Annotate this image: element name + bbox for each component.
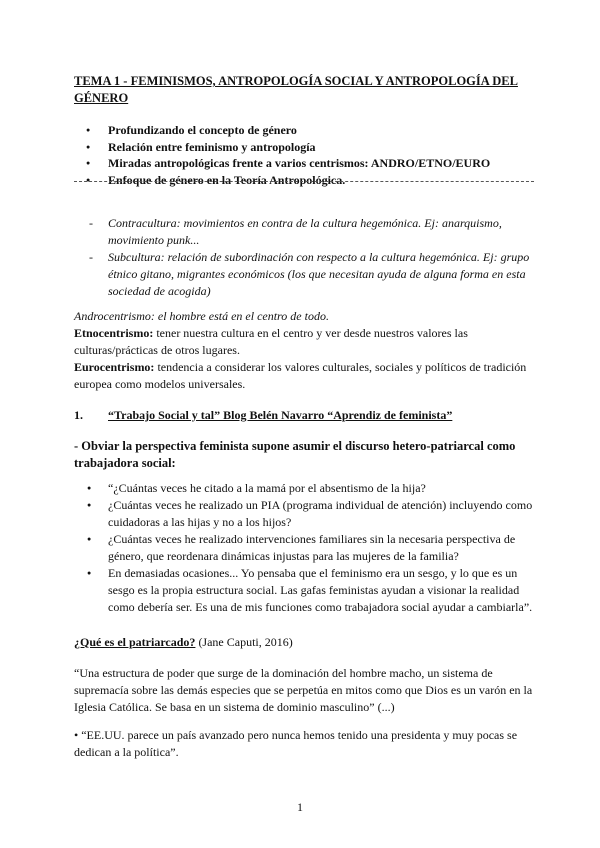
etnocentrismo-term: Etnocentrismo: [74, 326, 154, 340]
etnocentrismo-text: tener nuestra cultura en el centro y ver desde nuestros valores las culturas/prácticas de otros lugares. [74, 326, 468, 357]
section-1-heading [74, 407, 534, 424]
centrism-definitions [74, 308, 534, 393]
obviar-statement: - Obviar la perspectiva feminista supone asumir el discurso hetero-patriarcal como trabajadora social: [74, 439, 516, 470]
document-title: TEMA 1 - FEMINISMOS, ANTROPOLOGÍA SOCIAL Y ANTROPOLOGÍA DEL GÉNERO [74, 74, 518, 105]
eurocentrismo-text: tendencia a considerar los valores culturales, sociales y políticos de tradición europea como modelos universales. [74, 360, 527, 391]
etnocentrismo-definition [74, 325, 534, 359]
patriarcado-quote: “Una estructura de poder que surge de la dominación del hombre macho, un sistema de supremacía sobre las demás especies que se perpetúa en mitos como que Dios es un varón en la Iglesia Católica. Se basa en un sistema de dominio masculino” (...) [74, 666, 533, 714]
patriarcado-question: ¿Qué es el patriarcado? [74, 635, 196, 649]
eurocentrismo-term: Eurocentrismo: [74, 360, 155, 374]
androcentrismo-definition: Androcentrismo: el hombre está en el centro de todo. [74, 309, 329, 323]
section-number: 1. [74, 408, 83, 422]
patriarcado-heading [74, 634, 534, 651]
section-title: “Trabajo Social y tal” Blog Belén Navarro “Aprendiz de feminista” [108, 408, 453, 422]
quote-item: ● ¿Cuántas veces he realizado intervenciones familiares sin la necesaria perspectiva de género, que reordenara dinámicas injustas para las mujeres de la familia? [74, 531, 534, 565]
quotes-list [74, 480, 534, 616]
topics-list [74, 122, 534, 188]
topic-item: ● Relación entre feminismo y antropología [74, 139, 534, 156]
page-number: 1 [297, 800, 303, 814]
subcultura-item: - Subcultura: relación de subordinación con respecto a la cultura hegemónica. Ej: grupo étnico gitano, migrantes económicos (los que necesitan ayuda de alguna forma en esta sociedad de acogida) [74, 249, 534, 300]
topic-item: ● Miradas antropológicas frente a varios centrismos: ANDRO/ETNO/EURO [74, 155, 534, 172]
culture-definitions-list [74, 215, 534, 300]
quote-item: ● En demasiadas ocasiones... Yo pensaba que el feminismo era un sesgo, y lo que es un sesgo es la propia estructura social. Las gafas feministas ayudan a visionar la realidad como debería ser. Es una de mis funciones como trabajadora social ayudar a cambiarla”. [74, 565, 534, 616]
dashed-separator [74, 181, 534, 182]
topic-item: ● Profundizando el concepto de género [74, 122, 534, 139]
quote-item: ● “¿Cuántas veces he citado a la mamá por el absentismo de la hija? [74, 480, 534, 497]
contracultura-item: - Contracultura: movimientos en contra de la cultura hegemónica. Ej: anarquismo, movimiento punk... [74, 215, 534, 249]
eeuu-quote: • “EE.UU. parece un país avanzado pero nunca hemos tenido una presidenta y muy pocas se dedican a la política”. [74, 728, 518, 759]
quote-item: ● ¿Cuántas veces he realizado un PIA (programa individual de atención) incluyendo como cuidadoras a las hijas y no a los hijos? [74, 497, 534, 531]
patriarcado-source: (Jane Caputi, 2016) [195, 635, 293, 649]
eurocentrismo-definition [74, 359, 534, 393]
topic-item: ● Enfoque de género en la Teoría Antropológica. [74, 172, 534, 189]
